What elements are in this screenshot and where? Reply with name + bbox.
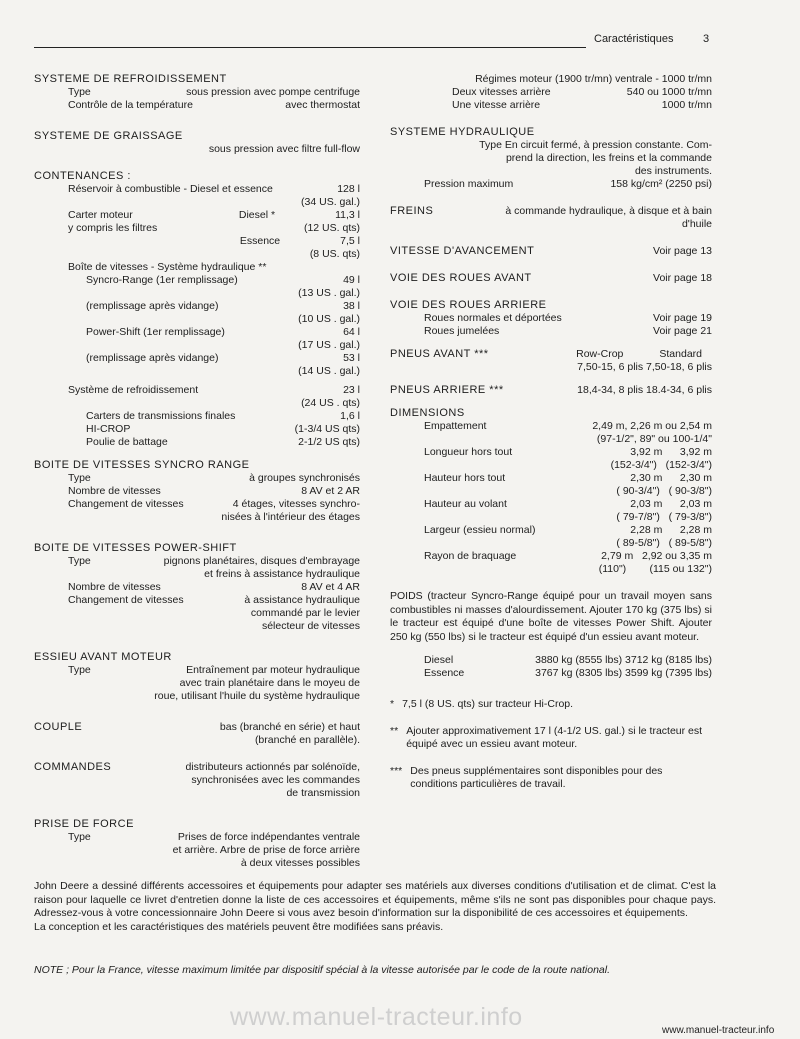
spec-row: Contrôle de la température avec thermostat [68,99,360,111]
section-title-hydraulique: SYSTEME HYDRAULIQUE [390,126,535,138]
watermark-small: www.manuel-tracteur.info [662,1025,775,1036]
section-title-refroidissement: SYSTEME DE REFROIDISSEMENT [34,73,227,85]
modification-notice: La conception et les caractéristiques des matériels peuvent être modifiées sans préavis. [34,920,444,933]
spec-value: sous pression avec filtre full-flow [208,143,360,155]
bottom-text [34,880,716,934]
spec-value: à deux vitesses possibles [240,857,360,869]
dimension-row: Hauteur hors tout 2,30 m 2,30 m [424,472,712,484]
poids-paragraph: POIDS (tracteur Syncro-Range équipé pour un travail moyen sans combustibles ni masses d'alourdissement. Ajouter 170 kg (375 lbs) si le tracteur est équipé d'une boîte de vitesses Power Shift. Ajouter 250 kg (550 lbs) si le tracteur est équipé d'un essieu avant moteur. [390,590,712,643]
footnote: *** Des pneus supplémentaires sont disponibles pour des conditions particulières de travail. [390,765,663,790]
spec-row: Essence 3767 kg (8305 lbs) 3599 kg (7395 lbs) [424,667,712,679]
header-rule [34,47,586,48]
spec-value: synchronisées avec les commandes [191,774,360,786]
france-note: NOTE ; Pour la France, vitesse maximum limitée par dispositif spécial à la vitesse autorisée par le code de la route national. [34,964,611,976]
spec-value: (branché en parallèle). [254,734,360,746]
accessories-paragraph: John Deere a dessiné différents accessoires et équipements pour adapter ses matériels aux diverses conditions d'utilisation et de climat. C'est la raison pour laquelle ce livret d'entretien donne la liste de ces accessoires et équipements, même s'ils ne sont pas disponibles pour chaque pays. Adressez-vous à votre concessionnaire John Deere si vous avez besoin d'information sur la disponibilité de ces accessoires et équipements. [34,880,716,919]
dimension-value: (97-1/2", 89" ou 100-1/4" [596,433,712,445]
right-column [390,73,712,791]
spec-row: y compris les filtres (12 US. qts) [68,222,360,234]
spec-value: (10 US . gal.) [298,313,360,325]
section-title-contenances: CONTENANCES : [34,170,131,182]
spec-row: Deux vitesses arrière 540 ou 1000 tr/mn [452,86,712,98]
spec-row: Carter moteur Diesel * 11,3 l [68,209,360,221]
spec-row: Diesel 3880 kg (8555 lbs) 3712 kg (8185 lbs) [424,654,712,666]
spec-row: Essence 7,5 l [239,235,360,247]
spec-row: Changement de vitesses à assistance hydraulique [68,594,360,606]
spec-row: Type sous pression avec pompe centrifuge [68,86,360,98]
dimension-value: ( 89-5/8") ( 89-5/8") [616,537,712,549]
dimension-value: ( 90-3/4") ( 90-3/8") [616,485,712,497]
spec-row: Type pignons planétaires, disques d'embrayage [68,555,360,567]
spec-row: Power-Shift (1er remplissage) 64 l [86,326,360,338]
spec-value: (13 US . gal.) [298,287,360,299]
section-title-dimensions: DIMENSIONS [390,407,465,419]
left-column [34,73,360,870]
section-title-graissage: SYSTEME DE GRAISSAGE [34,130,183,142]
spec-value: commandé par le levier [250,607,360,619]
spec-value: roue, utilisant l'huile du système hydraulique [154,690,360,702]
subsection-boite: Boîte de vitesses - Système hydraulique ** [68,261,267,273]
spec-text: prend la direction, les freins et la commande [505,152,712,164]
spec-row-roues-avant: VOIE DES ROUES AVANT Voir page 18 [390,272,712,284]
page-number: 3 [703,33,710,45]
spec-value: et arrière. Arbre de prise de force arrière [172,844,360,856]
spec-row: (remplissage après vidange) 53 l [86,352,360,364]
spec-value: sélecteur de vitesses [261,620,360,632]
spec-row: Poulie de battage 2-1/2 US qts) [86,436,360,448]
spec-row: Une vitesse arrière 1000 tr/mn [452,99,712,111]
spec-row-freins: FREINS à commande hydraulique, à disque et à bain [390,205,712,217]
spec-value: de transmission [286,787,360,799]
spec-row: Réservoir à combustible - Diesel et essence 128 l [68,183,360,195]
section-title-prise: PRISE DE FORCE [34,818,134,830]
spec-row-pneus-arriere: PNEUS ARRIERE *** 18,4-34, 8 plis 18.4-34, 6 plis [390,384,712,396]
spec-value: et freins à assistance hydraulique [204,568,360,580]
spec-row: HI-CROP (1-3/4 US qts) [86,423,360,435]
footnote: ** Ajouter approximativement 17 l (4-1/2 US. gal.) si le tracteur est équipé avec un essieu avant moteur. [390,725,703,750]
spec-row: Nombre de vitesses 8 AV et 4 AR [68,581,360,593]
dimension-value: ( 79-7/8") ( 79-3/8") [616,511,712,523]
section-title-syncro: BOITE DE VITESSES SYNCRO RANGE [34,459,250,471]
spec-row-vitesse: VITESSE D'AVANCEMENT Voir page 13 [390,245,712,257]
spec-value: avec train planétaire dans le moyeu de [179,677,360,689]
spec-row-pneus-avant: PNEUS AVANT *** Row-Crop Standard [390,348,702,360]
spec-value: 7,50-15, 6 plis 7,50-18, 6 plis [577,361,712,373]
spec-value: (17 US . gal.) [298,339,360,351]
section-title-powershift: BOITE DE VITESSES POWER-SHIFT [34,542,237,554]
dimension-row: Rayon de braquage 2,79 m 2,92 ou 3,35 m [424,550,712,562]
spec-row: Système de refroidissement 23 l [68,384,360,396]
page-header-title: Caractéristiques [594,33,674,45]
dimensions-list [390,420,712,576]
dimension-row: Hauteur au volant 2,03 m 2,03 m [424,498,712,510]
spec-value: (34 US. gal.) [301,196,360,208]
dimension-row: Longueur hors tout 3,92 m 3,92 m [424,446,712,458]
spec-row: Roues normales et déportées Voir page 19 [424,312,712,324]
footnote: * 7,5 l (8 US. qts) sur tracteur Hi-Crop. [390,698,574,710]
spec-row: Pression maximum 158 kg/cm² (2250 psi) [424,178,712,190]
section-title-essieu: ESSIEU AVANT MOTEUR [34,651,172,663]
spec-row-commandes: COMMANDES distributeurs actionnés par solénoïde, [34,761,360,773]
spec-row: Type Entraînement par moteur hydraulique [68,664,360,676]
section-title-roues-arriere: VOIE DES ROUES ARRIERE [390,299,547,311]
spec-value: (14 US . gal.) [298,365,360,377]
spec-value: d'huile [681,218,712,230]
spec-row-couple: COUPLE bas (branché en série) et haut [34,721,360,733]
spec-row: Régimes moteur (1900 tr/mn) ventrale - 1000 tr/mn [475,73,712,85]
spec-row: Carters de transmissions finales 1,6 l [86,410,360,422]
spec-row: Roues jumelées Voir page 21 [424,325,712,337]
spec-row: Type à groupes synchronisés [68,472,360,484]
watermark-large: www.manuel-tracteur.info [230,1003,523,1031]
spec-text: des instruments. [634,165,712,177]
dimension-row: Empattement 2,49 m, 2,26 m ou 2,54 m [424,420,712,432]
spec-row: (remplissage après vidange) 38 l [86,300,360,312]
spec-row: Nombre de vitesses 8 AV et 2 AR [68,485,360,497]
dimension-value: (110") (115 ou 132") [598,563,712,575]
spec-row: Syncro-Range (1er remplissage) 49 l [86,274,360,286]
spec-text: Type En circuit fermé, à pression constante. Com- [479,139,712,151]
spec-row: Changement de vitesses 4 étages, vitesses synchro- [68,498,360,510]
spec-value: (24 US . qts) [301,397,360,409]
spec-value: nisées à l'intérieur des étages [221,511,360,523]
dimension-row: Largeur (essieu normal) 2,28 m 2,28 m [424,524,712,536]
spec-row: Type Prises de force indépendantes ventrale [68,831,360,843]
spec-value: (8 US. qts) [309,248,360,260]
dimension-value: (152-3/4") (152-3/4") [610,459,712,471]
